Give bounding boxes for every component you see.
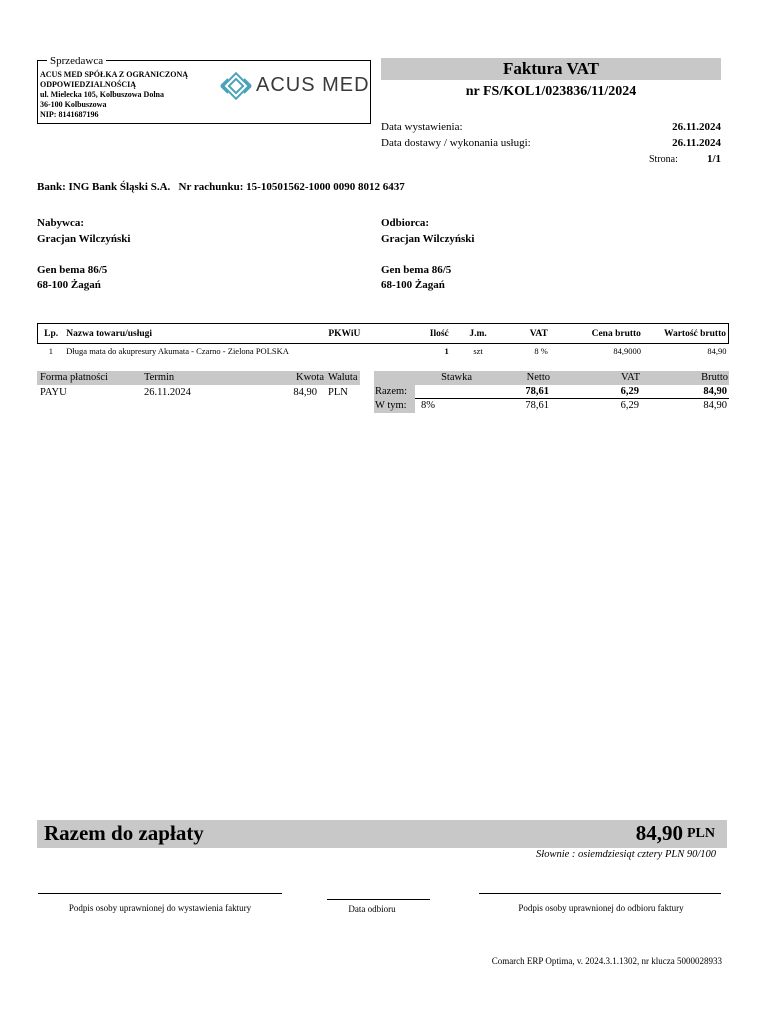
vat-vat-header: VAT	[620, 372, 640, 383]
items-header-row	[38, 324, 729, 344]
col-name: Nazwa towaru/usługi	[64, 324, 326, 344]
software-footer: Comarch ERP Optima, v. 2024.3.1.1302, nr klucza 5000028933	[491, 956, 722, 966]
vat-net-header: Netto	[526, 372, 550, 383]
payment-method-header: Forma płatności	[40, 372, 108, 383]
col-vat: VAT	[505, 324, 550, 344]
col-lp: Lp.	[38, 324, 65, 344]
seller-legend: Sprzedawca	[47, 55, 106, 67]
receiver-signature-label: Podpis osoby uprawnionej do odbioru faktury	[518, 903, 684, 913]
buyer-street: Gen bema 86/5	[37, 264, 108, 276]
payment-amount-header: Kwota	[296, 372, 324, 383]
col-price: Cena brutto	[550, 324, 643, 344]
vat-gross-header: Brutto	[701, 372, 728, 383]
total-currency: PLN	[687, 826, 715, 841]
vat-gross: 84,90	[703, 400, 727, 411]
vat-net: 78,61	[525, 400, 549, 411]
vat-rate-header: Stawka	[441, 372, 472, 383]
seller-street: ul. Mielecka 105, Kolbuszowa Dolna	[40, 90, 165, 99]
vat-of-which-label: W tym:	[375, 400, 407, 411]
vat-total-vat: 6,29	[620, 386, 639, 397]
invoice-title: Faktura VAT	[503, 59, 599, 78]
total-amount: 84,90	[635, 821, 683, 845]
col-value: Wartość brutto	[643, 324, 729, 344]
payment-method: PAYU	[40, 387, 67, 398]
row-name: Długa mata do akupresury Akumata - Czarno - Zielona POLSKA	[66, 346, 289, 356]
total-label: Razem do zapłaty	[44, 821, 204, 845]
vat-vat: 6,29	[620, 400, 639, 411]
logo-text: ACUS MED	[256, 74, 370, 96]
items-table	[37, 323, 729, 372]
row-qty: 1	[444, 346, 449, 356]
col-pkwiu: PKWiU	[326, 324, 391, 344]
payment-amount: 84,90	[293, 387, 317, 398]
recipient-city: 68-100 Żagań	[381, 279, 445, 291]
seller-name-1: ACUS MED SPÓŁKA Z OGRANICZONĄ	[40, 70, 189, 79]
row-unit: szt	[473, 346, 483, 356]
row-pkwiu	[326, 344, 391, 373]
receiver-signature-line	[479, 893, 721, 894]
vat-total-label: Razem:	[375, 386, 408, 397]
bank-line: Bank: ING Bank Śląski S.A. Nr rachunku: 15-10501562-1000 0090 8012 6437	[37, 181, 405, 193]
table-row	[38, 344, 729, 373]
row-price: 84,9000	[613, 346, 641, 356]
vat-total-net: 78,61	[525, 386, 549, 397]
recipient-label: Odbiorca:	[381, 217, 430, 229]
page-label: Strona:	[649, 154, 678, 165]
total-in-words: Słownie : osiemdziesiąt cztery PLN 90/100	[536, 849, 716, 860]
issuer-signature-label: Podpis osoby uprawnionej do wystawienia faktury	[68, 903, 252, 913]
payment-term: 26.11.2024	[144, 387, 191, 398]
row-vat: 8 %	[534, 346, 548, 356]
issuer-signature-line	[38, 893, 282, 894]
issue-date: 26.11.2024	[672, 121, 721, 133]
row-lp: 1	[48, 346, 54, 356]
invoice-number: nr FS/KOL1/023836/11/2024	[465, 84, 637, 99]
buyer-label: Nabywca:	[37, 217, 85, 229]
seller-city: 36-100 Kolbuszowa	[40, 100, 107, 109]
recipient-name: Gracjan Wilczyński	[381, 233, 475, 245]
seller-name-2: ODPOWIEDZIALNOŚCIĄ	[40, 80, 137, 89]
delivery-date: 26.11.2024	[672, 137, 721, 149]
receipt-date-line	[327, 899, 430, 900]
payment-term-header: Termin	[144, 372, 175, 383]
col-unit: J.m.	[451, 324, 506, 344]
payment-currency-header: Waluta	[328, 372, 358, 383]
payment-currency: PLN	[328, 387, 348, 398]
vat-total-gross: 84,90	[703, 386, 727, 397]
delivery-date-label: Data dostawy / wykonania usługi:	[381, 137, 531, 149]
buyer-city: 68-100 Żagań	[37, 279, 101, 291]
recipient-street: Gen bema 86/5	[381, 264, 452, 276]
buyer-name: Gracjan Wilczyński	[37, 233, 131, 245]
issue-date-label: Data wystawienia:	[381, 121, 463, 133]
col-qty: Ilość	[391, 324, 451, 344]
page-value: 1/1	[706, 153, 721, 165]
row-value: 84,90	[707, 346, 727, 356]
vat-rate: 8%	[421, 400, 435, 411]
seller-nip: NIP: 8141687196	[40, 110, 99, 119]
vat-total-rule	[415, 398, 729, 399]
receipt-date-label: Data odbioru	[348, 904, 396, 914]
